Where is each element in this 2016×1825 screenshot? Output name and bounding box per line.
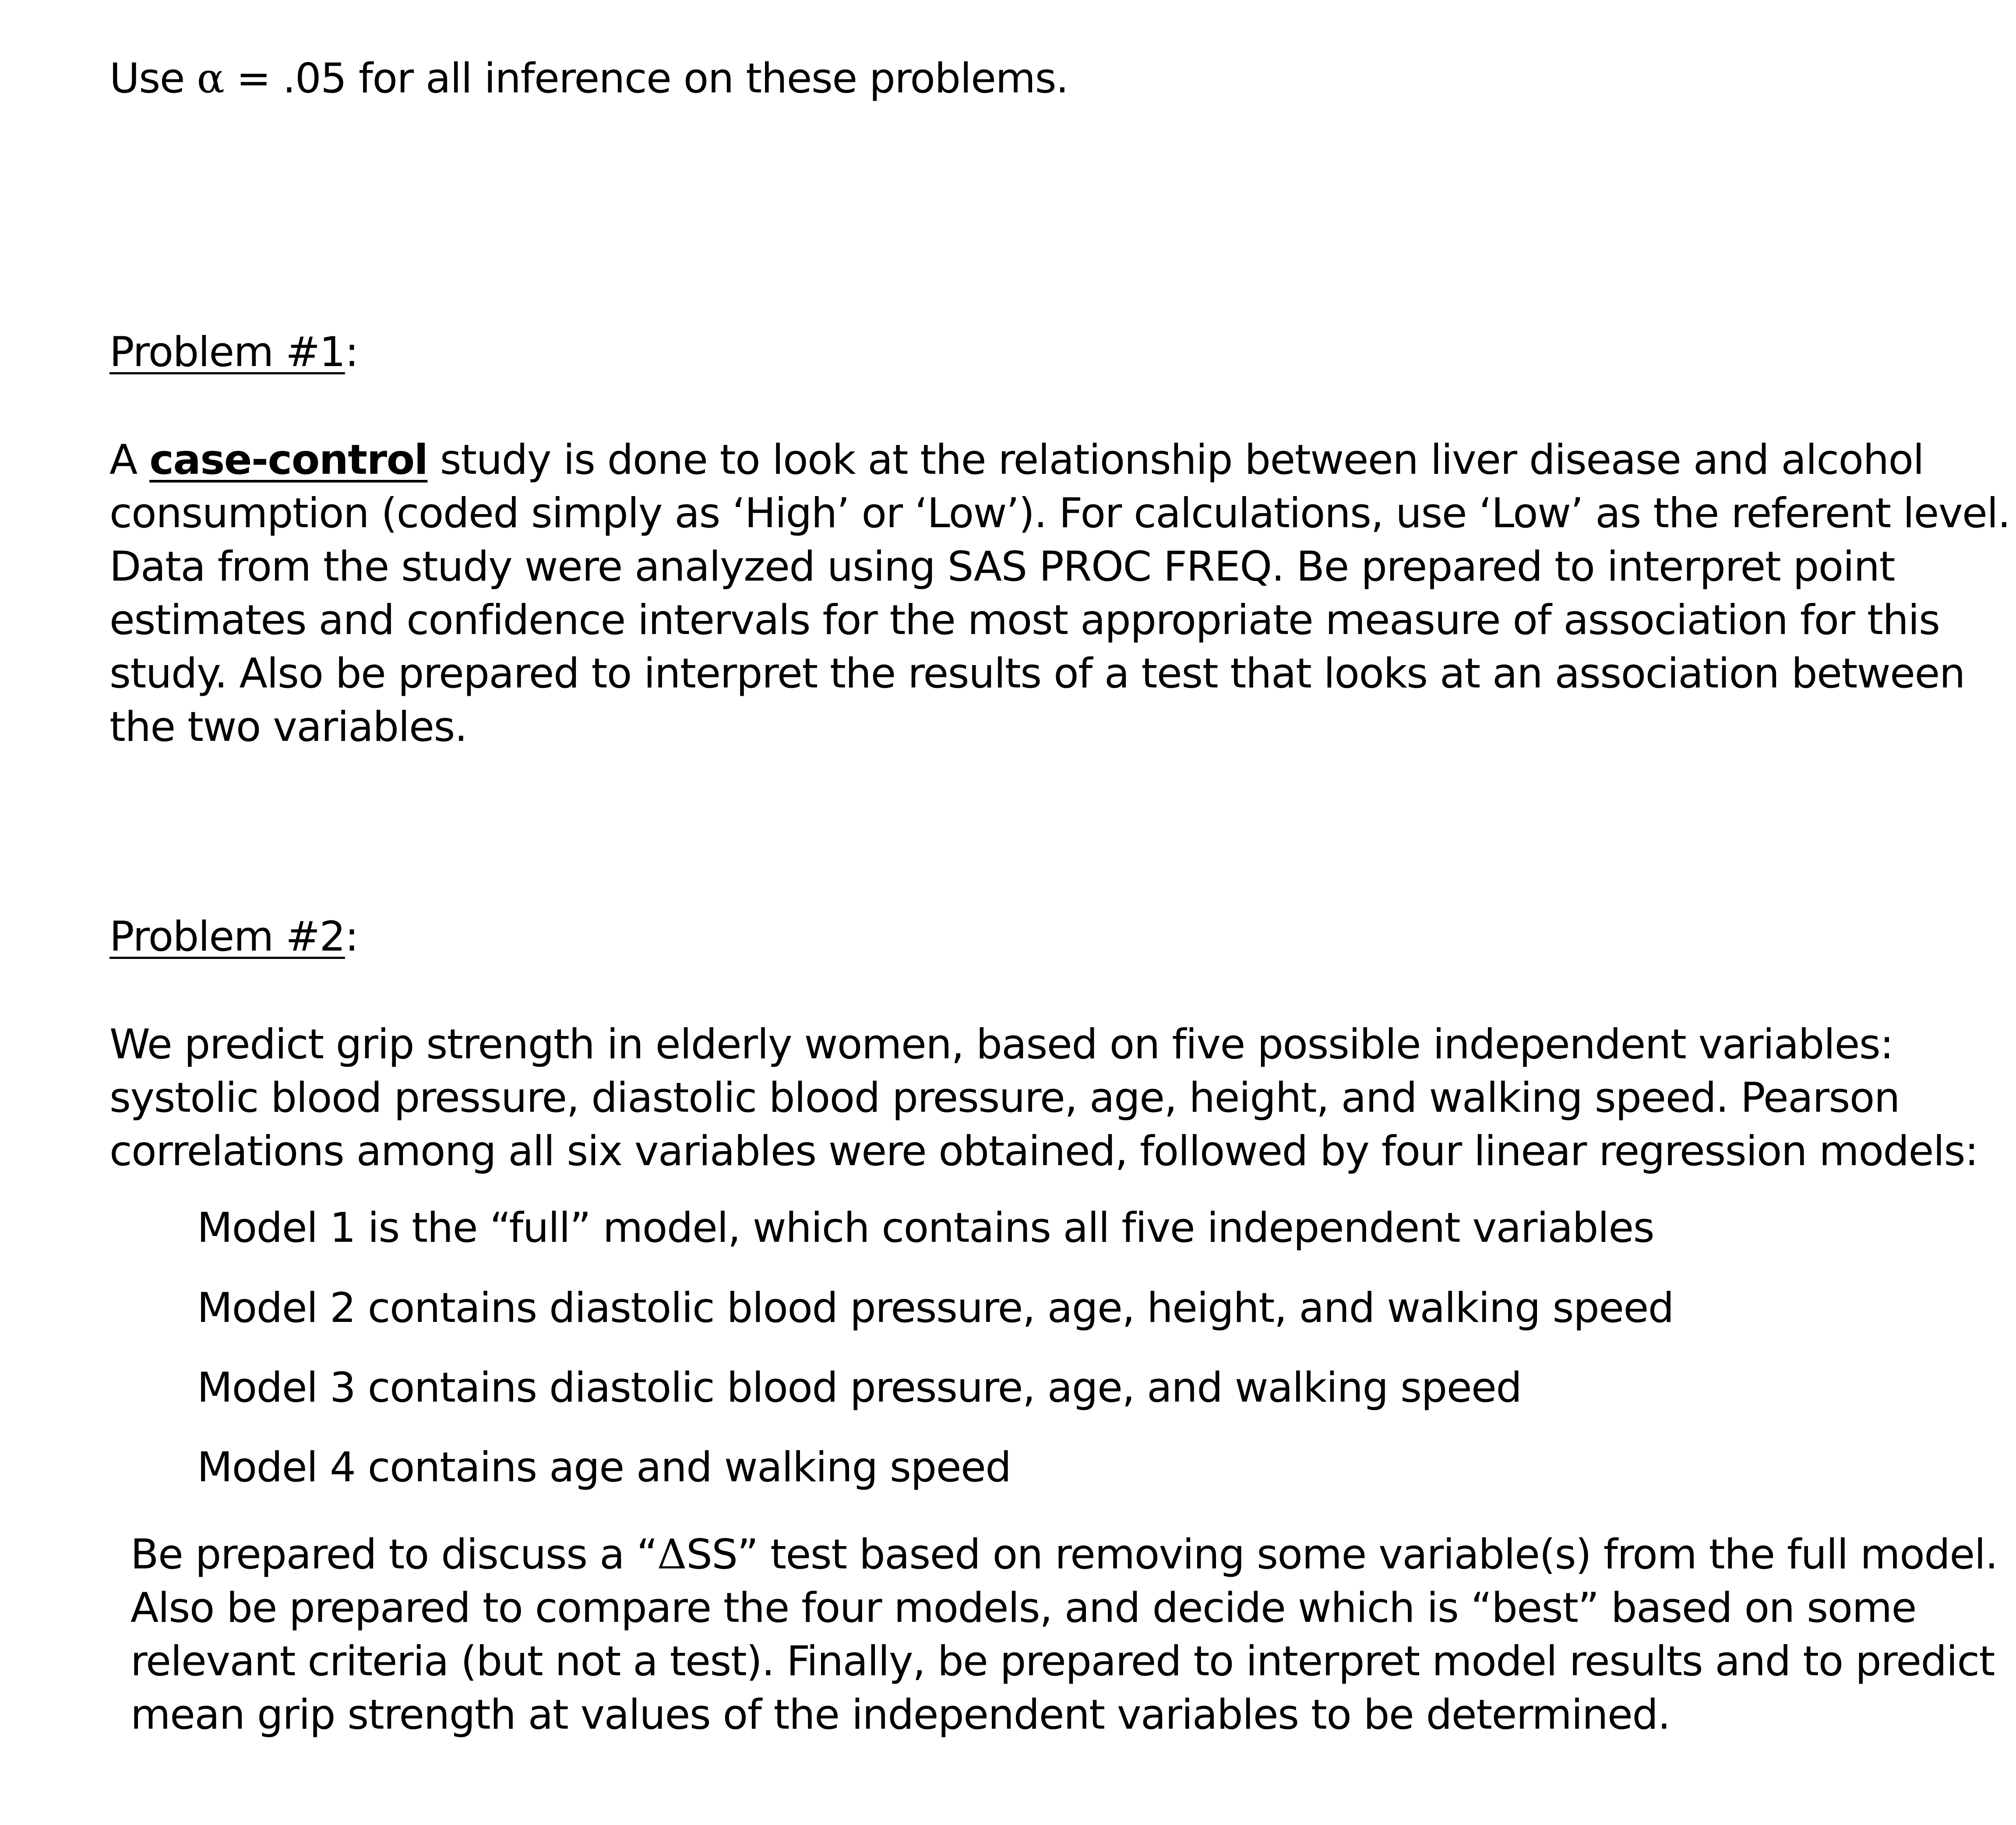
closing-line-3: relevant criteria (but not a test). Finally, be prepared to interpret model results and to predict <box>130 1638 1995 1685</box>
problem1-line-1-pre: A <box>109 436 150 484</box>
model-item-1: Model 1 is the “full” model, which contains all five independent variables <box>197 1204 1654 1252</box>
intro-text-pre: Use <box>109 55 197 102</box>
problem1-line-2: consumption (coded simply as ‘High’ or ‘Low’). For calculations, use ‘Low’ as the referent level. <box>109 490 2010 537</box>
problem1-line-1 <box>109 433 2010 487</box>
problem2-heading-label: Problem #2 <box>109 913 345 961</box>
problem1-line-3: Data from the study were analyzed using SAS PROC FREQ. Be prepared to interpret point <box>109 543 1895 591</box>
delta-symbol: Δ <box>657 1531 687 1578</box>
problem1-heading <box>109 326 358 379</box>
problem2-heading-colon: : <box>345 913 358 961</box>
closing-line-1-pre: Be prepared to discuss a “ <box>130 1531 657 1578</box>
intro-line <box>109 53 1068 105</box>
case-control-emphasis: case-control <box>149 436 428 484</box>
closing-line-1 <box>130 1528 1998 1582</box>
problem1-line-1-post: study is done to look at the relationship between liver disease and alcohol <box>427 436 1924 484</box>
intro-text-post: = .05 for all inference on these problems. <box>224 55 1068 102</box>
problem2-closing-paragraph <box>130 1528 1998 1742</box>
closing-line-2: Also be prepared to compare the four models, and decide which is “best” based on some <box>130 1584 1916 1632</box>
problem2-heading <box>109 911 358 963</box>
problem2-paragraph <box>109 1018 1978 1178</box>
model-item-2: Model 2 contains diastolic blood pressure, age, height, and walking speed <box>197 1284 1674 1332</box>
problem1-line-4: estimates and confidence intervals for the most appropriate measure of association for this <box>109 596 1940 644</box>
problem1-heading-label: Problem #1 <box>109 328 345 376</box>
closing-line-4: mean grip strength at values of the independent variables to be determined. <box>130 1691 1670 1739</box>
problem1-paragraph <box>109 433 2010 754</box>
model-item-3: Model 3 contains diastolic blood pressure, age, and walking speed <box>197 1364 1522 1412</box>
problem1-line-6: the two variables. <box>109 703 467 751</box>
closing-line-1-post: SS” test based on removing some variable(s) from the full model. <box>686 1531 1998 1578</box>
model-item-4: Model 4 contains age and walking speed <box>197 1444 1011 1491</box>
problem2-line-2: systolic blood pressure, diastolic blood pressure, age, height, and walking speed. Pearson <box>109 1074 1900 1122</box>
problem1-heading-colon: : <box>345 328 358 376</box>
problem1-line-5: study. Also be prepared to interpret the results of a test that looks at an association between <box>109 650 1965 698</box>
problem2-line-1: We predict grip strength in elderly women, based on five possible independent variables: <box>109 1021 1893 1068</box>
alpha-symbol: α <box>197 55 224 102</box>
problem2-line-3: correlations among all six variables were obtained, followed by four linear regression models: <box>109 1127 1978 1175</box>
